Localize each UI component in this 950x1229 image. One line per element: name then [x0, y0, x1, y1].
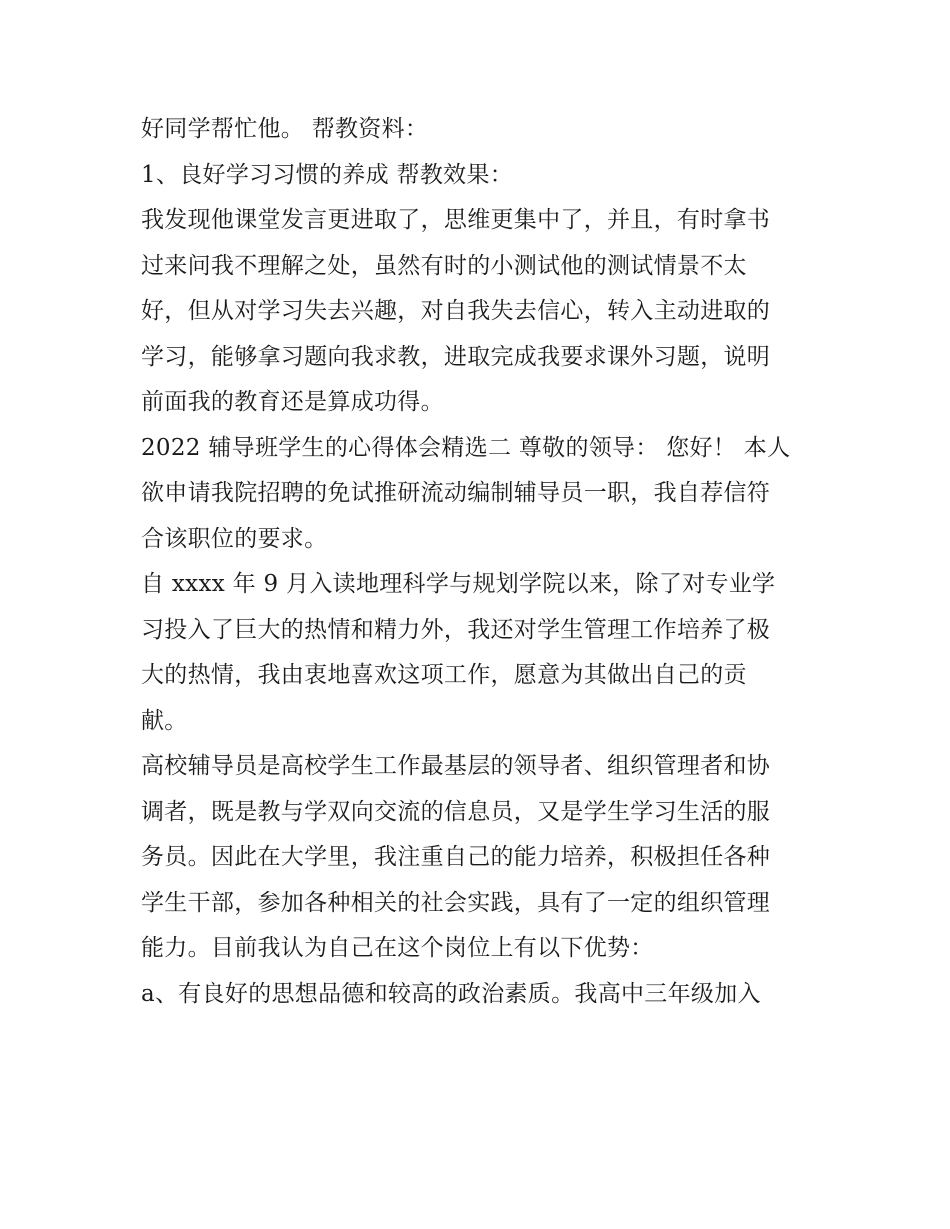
text-line: 好，但从对学习失去兴趣，对自我失去信心，转入主动进取的 — [141, 298, 771, 324]
text-line: 学习，能够拿习题向我求教，进取完成我要求课外习题，说明 — [141, 343, 771, 370]
text-line: 调者，既是教与学双向交流的信息员，又是学生学习生活的服 — [141, 798, 771, 825]
text-line: 前面我的教育还是算成功得。 — [141, 389, 444, 415]
text-line: 高校辅导员是高校学生工作最基层的领导者、组织管理者和协 — [141, 753, 771, 779]
text-line: 过来问我不理解之处，虽然有时的小测试他的测试情景不太 — [141, 252, 747, 279]
text-line: a、有良好的思想品德和较高的政治素质。我高中三年级加入 — [141, 980, 761, 1007]
text-line: 务员。因此在大学里，我注重自己的能力培养，积极担任各种 — [141, 844, 771, 870]
text-line: 合该职位的要求。 — [141, 525, 328, 552]
text-line: 好同学帮忙他。 帮教资料： — [141, 116, 429, 142]
text-line: 欲申请我院招聘的免试推研流动编制辅导员一职，我自荐信符 — [141, 480, 771, 506]
text-line: 1、良好学习习惯的养成 帮教效果： — [141, 161, 514, 188]
text-line: 献。 — [141, 707, 188, 734]
text-line: 学生干部，参加各种相关的社会实践，具有了一定的组织管理 — [141, 889, 771, 916]
text-line: 我发现他课堂发言更进取了，思维更集中了，并且，有时拿书 — [141, 207, 771, 233]
text-line: 习投入了巨大的热情和精力外，我还对学生管理工作培养了极 — [141, 616, 771, 643]
text-line: 自 xxxx 年 9 月入读地理科学与规划学院以来，除了对专业学 — [141, 571, 776, 597]
text-line: 大的热情，我由衷地喜欢这项工作，愿意为其做出自己的贡 — [141, 662, 747, 688]
text-line: 能力。目前我认为自己在这个岗位上有以下优势： — [141, 935, 654, 961]
document-body — [141, 107, 821, 1017]
text-line: 2022 辅导班学生的心得体会精选二 尊敬的领导： 您好！ 本人 — [141, 434, 791, 461]
